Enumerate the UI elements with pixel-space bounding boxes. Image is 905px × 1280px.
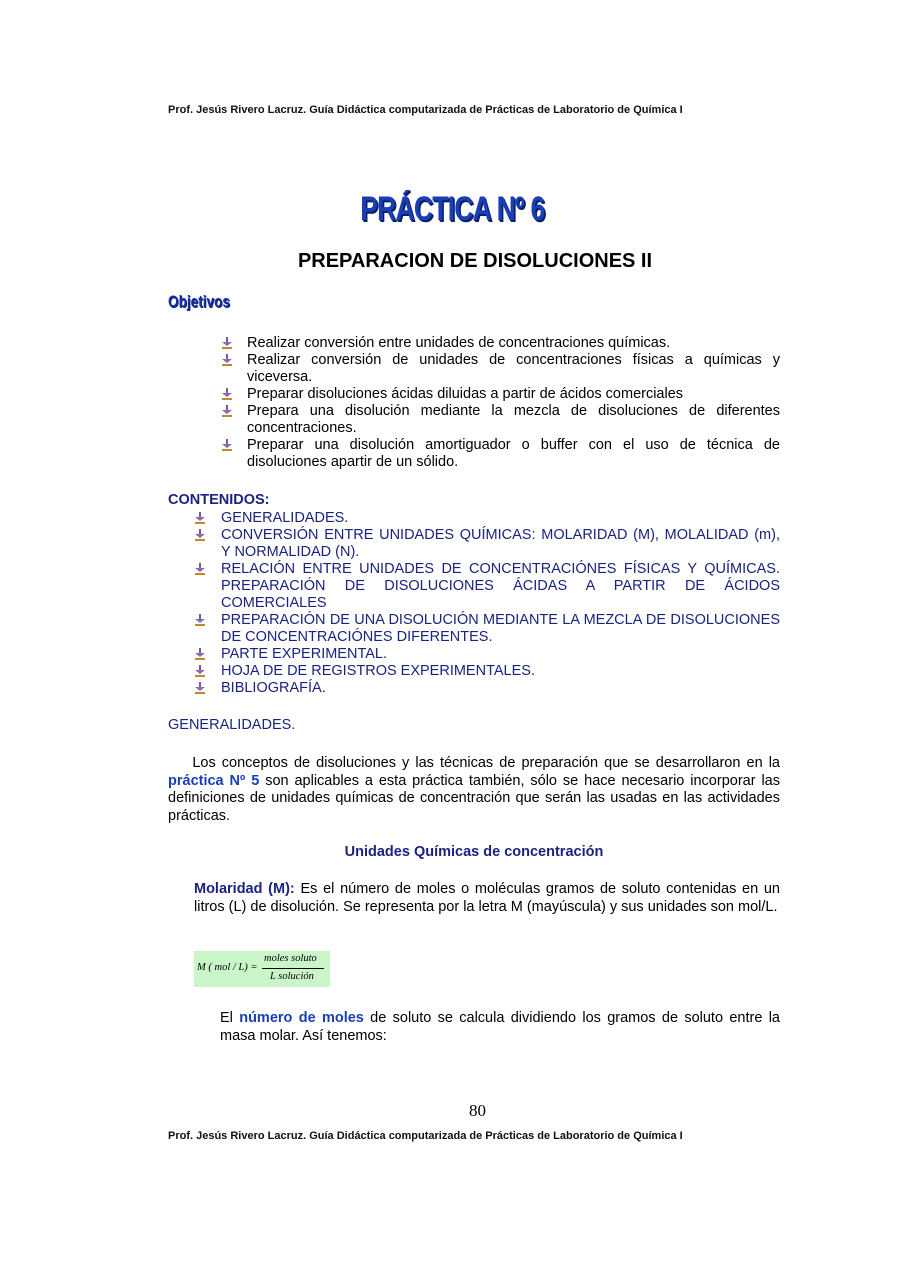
list-item: RELACIÓN ENTRE UNIDADES DE CONCENTRACIÓNES FÍSICAS Y QUÍMICAS. PREPARACIÓN DE DISOLUCIONES ÁCIDAS A PARTIR DE ÁCIDOS COMERCIALES: [195, 561, 780, 612]
arrow-bullet-icon: [195, 512, 205, 525]
arrow-bullet-icon: [195, 682, 205, 695]
arrow-bullet-icon: [195, 665, 205, 678]
list-item: PREPARACIÓN DE UNA DISOLUCIÓN MEDIANTE LA MEZCLA DE DISOLUCIONES DE CONCENTRACIÓNES DIFERENTES.: [195, 612, 780, 646]
section-heading: Unidades Químicas de concentración: [344, 844, 604, 860]
arrow-bullet-icon: [222, 439, 232, 452]
molarity-definition: Molaridad (M): Es el número de moles o moléculas gramos de soluto contenidas en un litros (L) de disolución. Se representa por la letra M (mayúscula) y sus unidades son mol/L.: [194, 881, 780, 915]
running-header: Prof. Jesús Rivero Lacruz. Guía Didáctica computarizada de Prácticas de Laboratorio de Química I: [168, 104, 683, 116]
practice-reference: práctica Nº 5: [168, 772, 260, 789]
practice-title: PRÁCTICA Nº 6: [360, 190, 545, 228]
formula-lhs: M ( mol / L) =: [197, 962, 258, 973]
contents-list: [195, 510, 780, 697]
formula-denominator: L solución: [270, 971, 314, 982]
arrow-bullet-icon: [222, 354, 232, 367]
moles-term: número de moles: [239, 1010, 364, 1026]
list-item: Preparar disoluciones ácidas diluidas a partir de ácidos comerciales: [222, 386, 780, 403]
list-item: Preparar una disolución amortiguador o buffer con el uso de técnica de disoluciones apartir de un sólido.: [222, 437, 780, 471]
formula-numerator: moles soluto: [264, 953, 317, 964]
arrow-bullet-icon: [222, 388, 232, 401]
fraction-bar: [262, 968, 324, 969]
page-title: PREPARACION DE DISOLUCIONES II: [297, 250, 653, 272]
page-number: 80: [469, 1101, 486, 1120]
objectives-list: [222, 335, 780, 471]
list-item: Realizar conversión de unidades de concentraciones físicas a químicas y viceversa.: [222, 352, 780, 386]
molarity-label: Molaridad (M):: [194, 881, 295, 897]
moles-paragraph: El número de moles de soluto se calcula dividiendo los gramos de soluto entre la masa molar. Así tenemos:: [220, 1010, 780, 1044]
list-item: BIBLIOGRAFÍA.: [195, 680, 780, 697]
list-item: CONVERSIÓN ENTRE UNIDADES QUÍMICAS: MOLARIDAD (M), MOLALIDAD (m), Y NORMALIDAD (N).: [195, 527, 780, 561]
generalities-paragraph: Los conceptos de disoluciones y las técnicas de preparación que se desarrollaron en la práctica Nº 5 son aplicables a esta práctica también, sólo se hace necesario incorporar las definiciones de unidades químicas de concentración que serán las usadas en las actividades prácticas.: [168, 755, 780, 824]
objectives-heading: Objetivos: [168, 292, 230, 311]
list-item: Realizar conversión entre unidades de concentraciones químicas.: [222, 335, 780, 352]
arrow-bullet-icon: [222, 337, 232, 350]
list-item: HOJA DE DE REGISTROS EXPERIMENTALES.: [195, 663, 780, 680]
list-item: GENERALIDADES.: [195, 510, 780, 527]
generalities-heading: GENERALIDADES.: [168, 717, 296, 733]
molarity-formula: [194, 951, 330, 987]
arrow-bullet-icon: [222, 405, 232, 418]
list-item: Prepara una disolución mediante la mezcla de disoluciones de diferentes concentraciones.: [222, 403, 780, 437]
list-item: PARTE EXPERIMENTAL.: [195, 646, 780, 663]
arrow-bullet-icon: [195, 648, 205, 661]
arrow-bullet-icon: [195, 563, 205, 576]
arrow-bullet-icon: [195, 529, 205, 542]
running-footer: Prof. Jesús Rivero Lacruz. Guía Didáctica computarizada de Prácticas de Laboratorio de Química I: [168, 1130, 683, 1142]
contents-heading: CONTENIDOS:: [168, 492, 270, 508]
arrow-bullet-icon: [195, 614, 205, 627]
